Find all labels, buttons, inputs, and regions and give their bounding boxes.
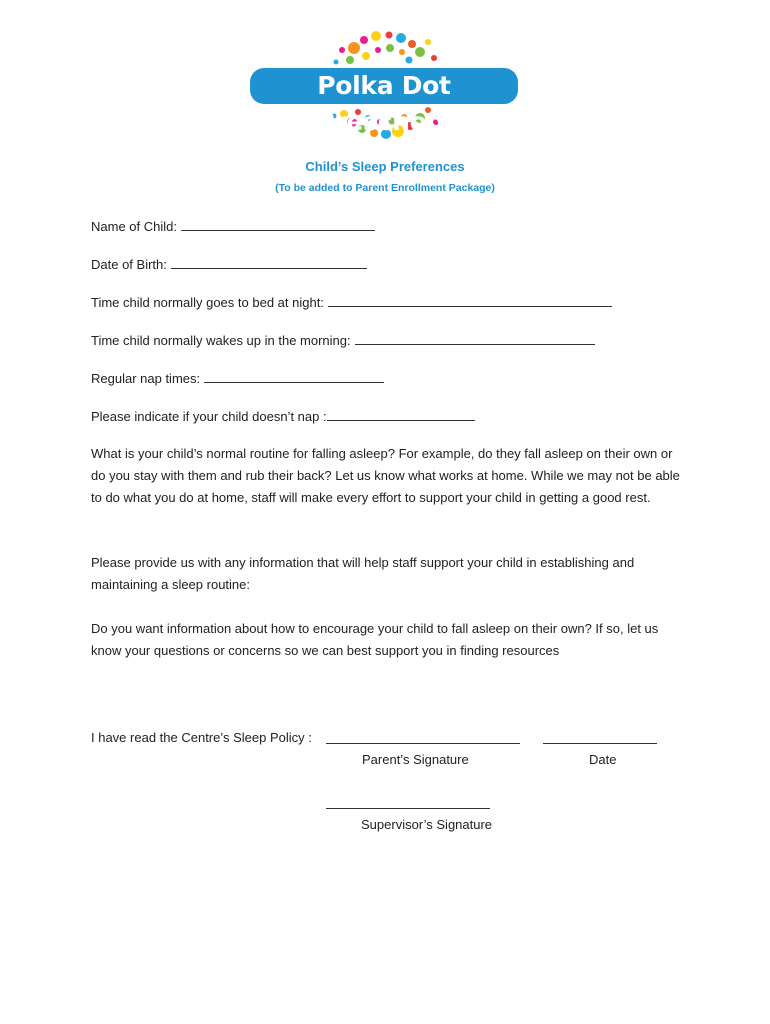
name-of-child-label: Name of Child:: [91, 219, 177, 234]
parent-signature-line[interactable]: [326, 743, 520, 744]
routine-question: What is your child’s normal routine for falling asleep? For example, do they fall asleep on their own or do you stay with them and rub their back? Let us know what works at home. While we may not be able to do what you do at home, staff will make every effort to support your child in getting a good rest.: [91, 446, 680, 505]
wake-time-input[interactable]: [355, 333, 595, 345]
field-wake-time: [91, 333, 595, 348]
field-nap-times: [91, 371, 384, 386]
logo-wordmark: Polka Dot Preschool: [316, 71, 452, 136]
encourage-question: Do you want information about how to encourage your child to fall asleep on their own? If so, let us know your questions or concerns so we can best support you in finding resources: [91, 621, 659, 658]
name-of-child-input[interactable]: [181, 219, 375, 231]
sleep-info-question: Please provide us with any information that will help staff support your child in establishing and maintaining a sleep routine:: [91, 555, 635, 592]
field-bedtime: [91, 295, 612, 310]
supervisor-signature-line[interactable]: [326, 808, 490, 809]
field-name-of-child: [91, 219, 375, 234]
bedtime-input[interactable]: [328, 295, 612, 307]
wake-time-label: Time child normally wakes up in the morning:: [91, 333, 351, 348]
date-of-birth-input[interactable]: [171, 257, 367, 269]
no-nap-input[interactable]: [327, 409, 475, 421]
polka-dot-preschool-logo: [246, 30, 526, 142]
supervisor-signature-label: Supervisor’s Signature: [361, 817, 493, 832]
nap-times-label: Regular nap times:: [91, 371, 201, 386]
nap-times-input[interactable]: [204, 371, 384, 383]
parent-signature-label: Parent’s Signature: [362, 752, 469, 767]
bedtime-label: Time child normally goes to bed at night:: [91, 295, 324, 310]
form-subtitle: (To be added to Parent Enrollment Package): [275, 182, 495, 194]
date-label: Date: [589, 752, 617, 767]
no-nap-label: Please indicate if your child doesn’t nap :: [91, 409, 327, 424]
date-line[interactable]: [543, 743, 657, 744]
field-no-nap: [91, 409, 475, 424]
date-of-birth-label: Date of Birth:: [91, 257, 167, 272]
form-title: Child’s Sleep Preferences: [305, 159, 465, 174]
field-date-of-birth: [91, 257, 367, 272]
policy-statement: I have read the Centre’s Sleep Policy :: [91, 730, 312, 745]
